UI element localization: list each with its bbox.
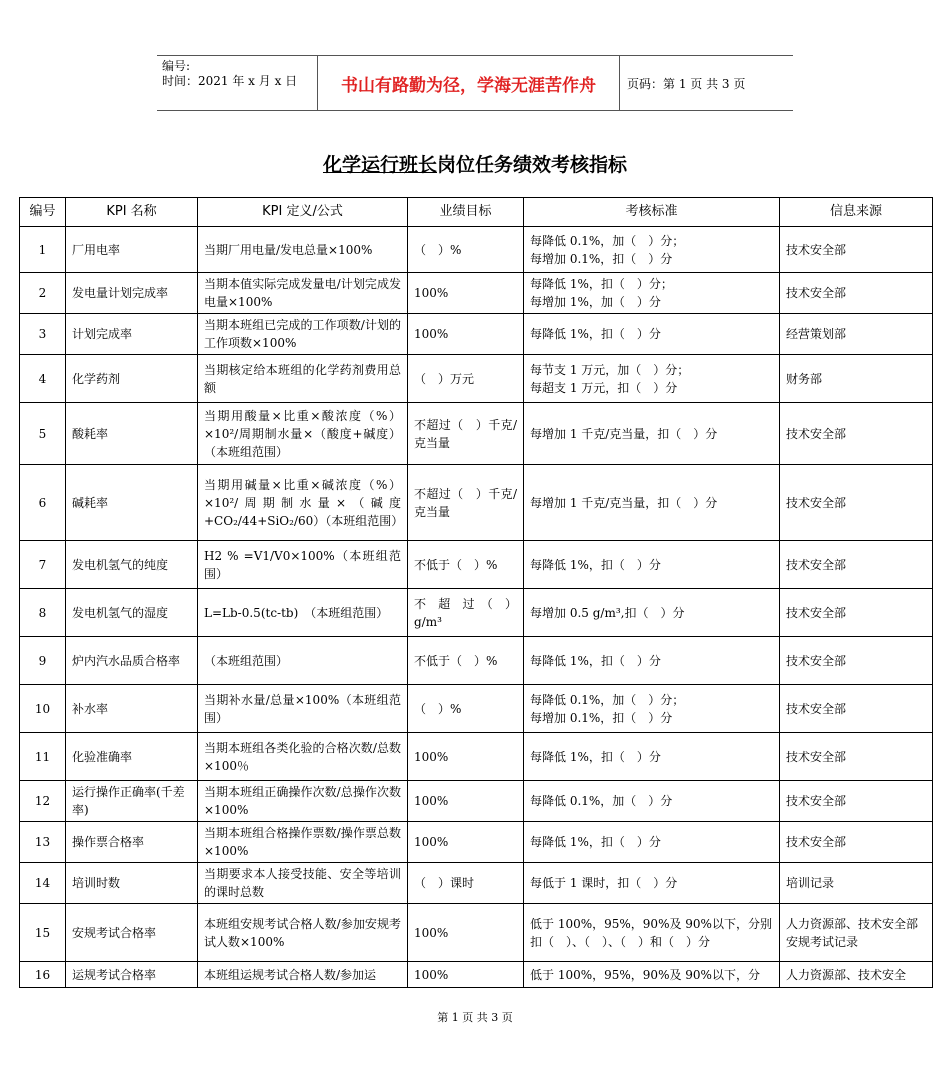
information-source: 技术安全部 xyxy=(780,733,933,781)
table-header-row xyxy=(20,198,933,227)
information-source: 人力资源部、技术安全 xyxy=(780,962,933,988)
table-row xyxy=(20,637,933,685)
information-source: 技术安全部 xyxy=(780,227,933,273)
performance-target: 不超过（ ）千克/克当量 xyxy=(408,465,524,541)
header-page-cell xyxy=(619,56,793,110)
performance-target: 不超过（ ）千克/克当量 xyxy=(408,403,524,465)
kpi-table xyxy=(19,197,933,988)
assessment-criteria: 每降低 1%，扣（ ）分 xyxy=(524,733,780,781)
assessment-criteria: 每降低 1%，扣（ ）分； 每增加 1%，加（ ）分 xyxy=(524,273,780,314)
performance-target: 不低于（ ）% xyxy=(408,541,524,589)
row-number: 8 xyxy=(20,589,66,637)
assessment-criteria: 每降低 1%，扣（ ）分 xyxy=(524,314,780,355)
column-header: 信息来源 xyxy=(780,198,933,227)
time-label: 时间：2021 年 x 月 x 日 xyxy=(162,74,298,88)
performance-target: （ ）% xyxy=(408,685,524,733)
kpi-definition: 本班组安规考试合格人数/参加安规考试人数×100% xyxy=(198,904,408,962)
assessment-criteria: 低于 100%，95%，90%及 90%以下，分 xyxy=(524,962,780,988)
table-row xyxy=(20,822,933,863)
information-source: 技术安全部 xyxy=(780,273,933,314)
assessment-criteria: 每降低 1%，扣（ ）分 xyxy=(524,541,780,589)
kpi-name: 发电机氢气的纯度 xyxy=(66,541,198,589)
table-row xyxy=(20,273,933,314)
row-number: 12 xyxy=(20,781,66,822)
kpi-definition: 当期厂用电量/发电总量×100% xyxy=(198,227,408,273)
kpi-definition: （本班组范围） xyxy=(198,637,408,685)
table-row xyxy=(20,227,933,273)
information-source: 技术安全部 xyxy=(780,637,933,685)
assessment-criteria: 每增加 1 千克/克当量，扣（ ）分 xyxy=(524,403,780,465)
header-motto-cell xyxy=(318,56,620,110)
row-number: 14 xyxy=(20,863,66,904)
kpi-definition: 当期用酸量×比重×酸浓度（%）×10²/周期制水量×（酸度+碱度）（本班组范围） xyxy=(198,403,408,465)
performance-target: 100% xyxy=(408,273,524,314)
assessment-criteria: 低于 100%，95%，90%及 90%以下，分别扣（ ）、（ ）、（ ）和（ ）分 xyxy=(524,904,780,962)
assessment-criteria: 每降低 0.1%，加（ ）分 xyxy=(524,781,780,822)
row-number: 3 xyxy=(20,314,66,355)
kpi-name: 发电量计划完成率 xyxy=(66,273,198,314)
table-row xyxy=(20,541,933,589)
information-source: 技术安全部 xyxy=(780,781,933,822)
kpi-definition: 当期核定给本班组的化学药剂费用总额 xyxy=(198,355,408,403)
performance-target: 100% xyxy=(408,962,524,988)
page-title xyxy=(0,150,950,177)
table-row xyxy=(20,403,933,465)
performance-target: 100% xyxy=(408,781,524,822)
row-number: 6 xyxy=(20,465,66,541)
row-number: 5 xyxy=(20,403,66,465)
table-row xyxy=(20,589,933,637)
information-source: 培训记录 xyxy=(780,863,933,904)
performance-target: 100% xyxy=(408,733,524,781)
performance-target: 不低于（ ）% xyxy=(408,637,524,685)
table-row xyxy=(20,781,933,822)
kpi-definition: 当期用碱量×比重×碱浓度（%）×10²/周期制水量×（碱度+CO₂/44+SiO₂/60）（本班组范围） xyxy=(198,465,408,541)
performance-target: 100% xyxy=(408,314,524,355)
kpi-name: 发电机氢气的湿度 xyxy=(66,589,198,637)
kpi-definition: H2 % =V1/V0×100%（本班组范围） xyxy=(198,541,408,589)
kpi-name: 碱耗率 xyxy=(66,465,198,541)
assessment-criteria: 每节支 1 万元，加（ ）分； 每超支 1 万元，扣（ ）分 xyxy=(524,355,780,403)
performance-target: 100% xyxy=(408,904,524,962)
kpi-definition: L=Lb-0.5(tc-tb) （本班组范围） xyxy=(198,589,408,637)
kpi-name: 化学药剂 xyxy=(66,355,198,403)
kpi-name: 酸耗率 xyxy=(66,403,198,465)
title-underlined: 化学运行班长 xyxy=(322,154,437,176)
kpi-name: 运行操作正确率(千差率) xyxy=(66,781,198,822)
row-number: 10 xyxy=(20,685,66,733)
row-number: 13 xyxy=(20,822,66,863)
table-row xyxy=(20,904,933,962)
kpi-name: 化验准确率 xyxy=(66,733,198,781)
column-header: 业绩目标 xyxy=(408,198,524,227)
performance-target: （ ）% xyxy=(408,227,524,273)
information-source: 人力资源部、技术安全部安规考试记录 xyxy=(780,904,933,962)
row-number: 15 xyxy=(20,904,66,962)
kpi-definition: 当期本班组各类化验的合格次数/总数×100％ xyxy=(198,733,408,781)
kpi-name: 运规考试合格率 xyxy=(66,962,198,988)
kpi-name: 计划完成率 xyxy=(66,314,198,355)
information-source: 技术安全部 xyxy=(780,541,933,589)
table-row xyxy=(20,355,933,403)
information-source: 技术安全部 xyxy=(780,685,933,733)
performance-target: （ ）万元 xyxy=(408,355,524,403)
kpi-name: 补水率 xyxy=(66,685,198,733)
kpi-definition: 本班组运规考试合格人数/参加运 xyxy=(198,962,408,988)
performance-target: （ ）课时 xyxy=(408,863,524,904)
page-label: 页码：第 1 页 共 3 页 xyxy=(627,76,746,91)
performance-target: 不 超 过 （ ）g/m³ xyxy=(408,589,524,637)
column-header: KPI 定义/公式 xyxy=(198,198,408,227)
assessment-criteria: 每降低 1%，扣（ ）分 xyxy=(524,637,780,685)
assessment-criteria: 每降低 0.1%，加（ ）分； 每增加 0.1%，扣（ ）分 xyxy=(524,227,780,273)
kpi-name: 厂用电率 xyxy=(66,227,198,273)
row-number: 9 xyxy=(20,637,66,685)
kpi-definition: 当期本班组正确操作次数/总操作次数×100% xyxy=(198,781,408,822)
row-number: 2 xyxy=(20,273,66,314)
page-footer: 第 1 页 共 3 页 xyxy=(437,1011,513,1024)
information-source: 技术安全部 xyxy=(780,465,933,541)
assessment-criteria: 每增加 1 千克/克当量，扣（ ）分 xyxy=(524,465,780,541)
information-source: 技术安全部 xyxy=(780,822,933,863)
kpi-name: 安规考试合格率 xyxy=(66,904,198,962)
row-number: 4 xyxy=(20,355,66,403)
row-number: 16 xyxy=(20,962,66,988)
assessment-criteria: 每增加 0.5 g/m³,扣（ ）分 xyxy=(524,589,780,637)
document-header xyxy=(157,55,793,111)
header-meta xyxy=(157,56,318,110)
table-row xyxy=(20,863,933,904)
performance-target: 100% xyxy=(408,822,524,863)
kpi-name: 培训时数 xyxy=(66,863,198,904)
number-label: 编号: xyxy=(162,59,191,73)
information-source: 技术安全部 xyxy=(780,403,933,465)
kpi-name: 操作票合格率 xyxy=(66,822,198,863)
kpi-definition: 当期本班组已完成的工作项数/计划的工作项数×100% xyxy=(198,314,408,355)
assessment-criteria: 每低于 1 课时，扣（ ）分 xyxy=(524,863,780,904)
table-row xyxy=(20,465,933,541)
information-source: 经营策划部 xyxy=(780,314,933,355)
information-source: 技术安全部 xyxy=(780,589,933,637)
kpi-definition: 当期本班组合格操作票数/操作票总数×100% xyxy=(198,822,408,863)
kpi-name: 炉内汽水品质合格率 xyxy=(66,637,198,685)
kpi-definition: 当期要求本人接受技能、安全等培训的课时总数 xyxy=(198,863,408,904)
assessment-criteria: 每降低 1%，扣（ ）分 xyxy=(524,822,780,863)
kpi-definition: 当期补水量/总量×100%（本班组范围） xyxy=(198,685,408,733)
table-row xyxy=(20,733,933,781)
assessment-criteria: 每降低 0.1%，加（ ）分； 每增加 0.1%，扣（ ）分 xyxy=(524,685,780,733)
kpi-definition: 当期本值实际完成发量电/计划完成发电量×100% xyxy=(198,273,408,314)
column-header: KPI 名称 xyxy=(66,198,198,227)
row-number: 1 xyxy=(20,227,66,273)
row-number: 11 xyxy=(20,733,66,781)
column-header: 考核标准 xyxy=(524,198,780,227)
motto-text: 书山有路勤为径，学海无涯苦作舟 xyxy=(341,75,596,96)
information-source: 财务部 xyxy=(780,355,933,403)
title-rest: 岗位任务绩效考核指标 xyxy=(437,154,628,176)
row-number: 7 xyxy=(20,541,66,589)
table-row xyxy=(20,314,933,355)
table-row xyxy=(20,685,933,733)
column-header: 编号 xyxy=(20,198,66,227)
table-body xyxy=(20,227,933,988)
table-row xyxy=(20,962,933,988)
